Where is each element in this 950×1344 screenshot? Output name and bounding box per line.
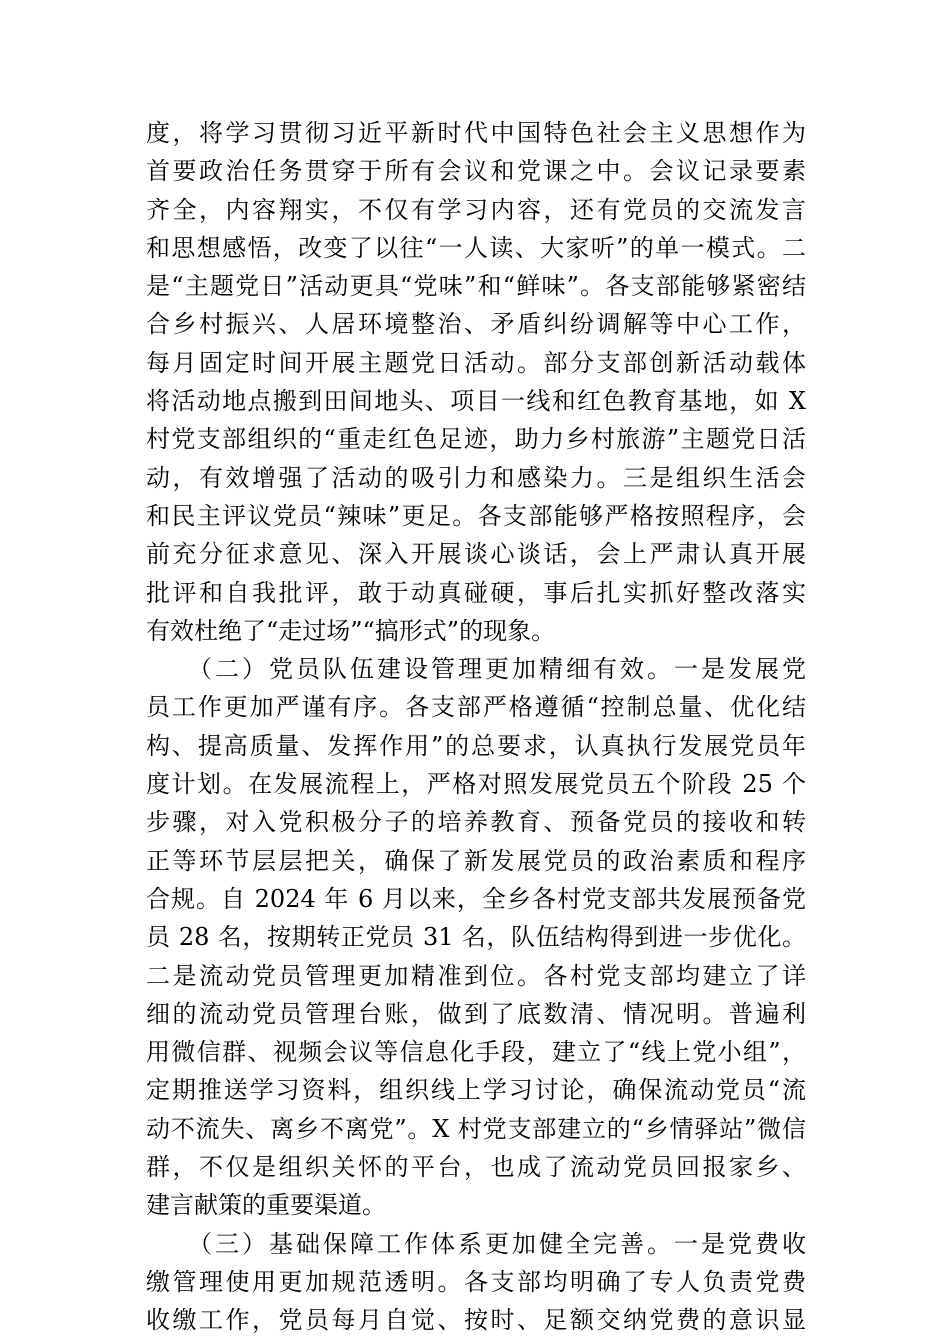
text-line: 是“主题党日”活动更具“党味”和“鲜味”。各支部能够紧密结 [146,272,806,301]
text-line: 细的流动党员管理台账，做到了底数清、情况明。普遍利 [146,999,806,1028]
text-line: 步骤，对入党积极分子的培养教育、预备党员的接收和转 [146,808,806,837]
text-line: 合乡村振兴、人居环境整治、矛盾纠纷调解等中心工作， [146,310,806,339]
text-line: 用微信群、视频会议等信息化手段，建立了“线上党小组”， [146,1038,806,1067]
text-line: 前充分征求意见、深入开展谈心谈话，会上严肃认真开展 [146,540,806,569]
text-line: 二是流动党员管理更加精准到位。各村党支部均建立了详 [146,961,806,990]
text-line: 动不流失、离乡不离党”。X 村党支部建立的“乡情驿站”微信 [146,1114,806,1143]
text-line: 定期推送学习资料，组织线上学习讨论，确保流动党员“流 [146,1076,806,1105]
text-line: 将活动地点搬到田间地头、项目一线和红色教育基地，如 X [146,387,806,416]
body-text [146,114,806,1340]
text-line: 度计划。在发展流程上，严格对照发展党员五个阶段 25 个 [146,770,806,799]
text-line: 有效杜绝了“走过场”“搞形式”的现象。 [146,616,556,645]
text-line: 和思想感悟，改变了以往“一人读、大家听”的单一模式。二 [146,233,806,262]
text-line: 首要政治任务贯穿于所有会议和党课之中。会议记录要素 [146,157,806,186]
text-line: 员工作更加严谨有序。各支部严格遵循“控制总量、优化结 [146,693,806,722]
text-line: 建言献策的重要渠道。 [146,1191,386,1220]
text-line: 齐全，内容翔实，不仅有学习内容，还有党员的交流发言 [146,195,806,224]
text-line: 批评和自我批评，敢于动真碰硬，事后扎实抓好整改落实 [146,578,806,607]
text-line: 构、提高质量、发挥作用”的总要求，认真执行发展党员年 [146,731,806,760]
text-line: 和民主评议党员“辣味”更足。各支部能够严格按照程序，会 [146,501,806,530]
text-line: 缴管理使用更加规范透明。各支部均明确了专人负责党费 [146,1267,806,1296]
text-line: 正等环节层层把关，确保了新发展党员的政治素质和程序 [146,846,806,875]
section-heading-line: （三）基础保障工作体系更加健全完善。一是党费收 [146,1229,806,1258]
text-line: 度，将学习贯彻习近平新时代中国特色社会主义思想作为 [146,119,806,147]
text-line: 合规。自 2024 年 6 月以来，全乡各村党支部共发展预备党 [146,884,806,913]
text-line: 员 28 名，按期转正党员 31 名，队伍结构得到进一步优化。 [146,923,806,952]
text-line: 群，不仅是组织关怀的平台，也成了流动党员回报家乡、 [146,1153,806,1182]
section-heading-line: （二）党员队伍建设管理更加精细有效。一是发展党 [146,655,806,684]
text-line: 动，有效增强了活动的吸引力和感染力。三是组织生活会 [146,463,806,492]
text-line: 收缴工作，党员每月自觉、按时、足额交纳党费的意识显 [146,1306,806,1335]
text-line: 每月固定时间开展主题党日活动。部分支部创新活动载体 [146,348,806,377]
text-line: 村党支部组织的“重走红色足迹，助力乡村旅游”主题党日活 [146,425,806,454]
